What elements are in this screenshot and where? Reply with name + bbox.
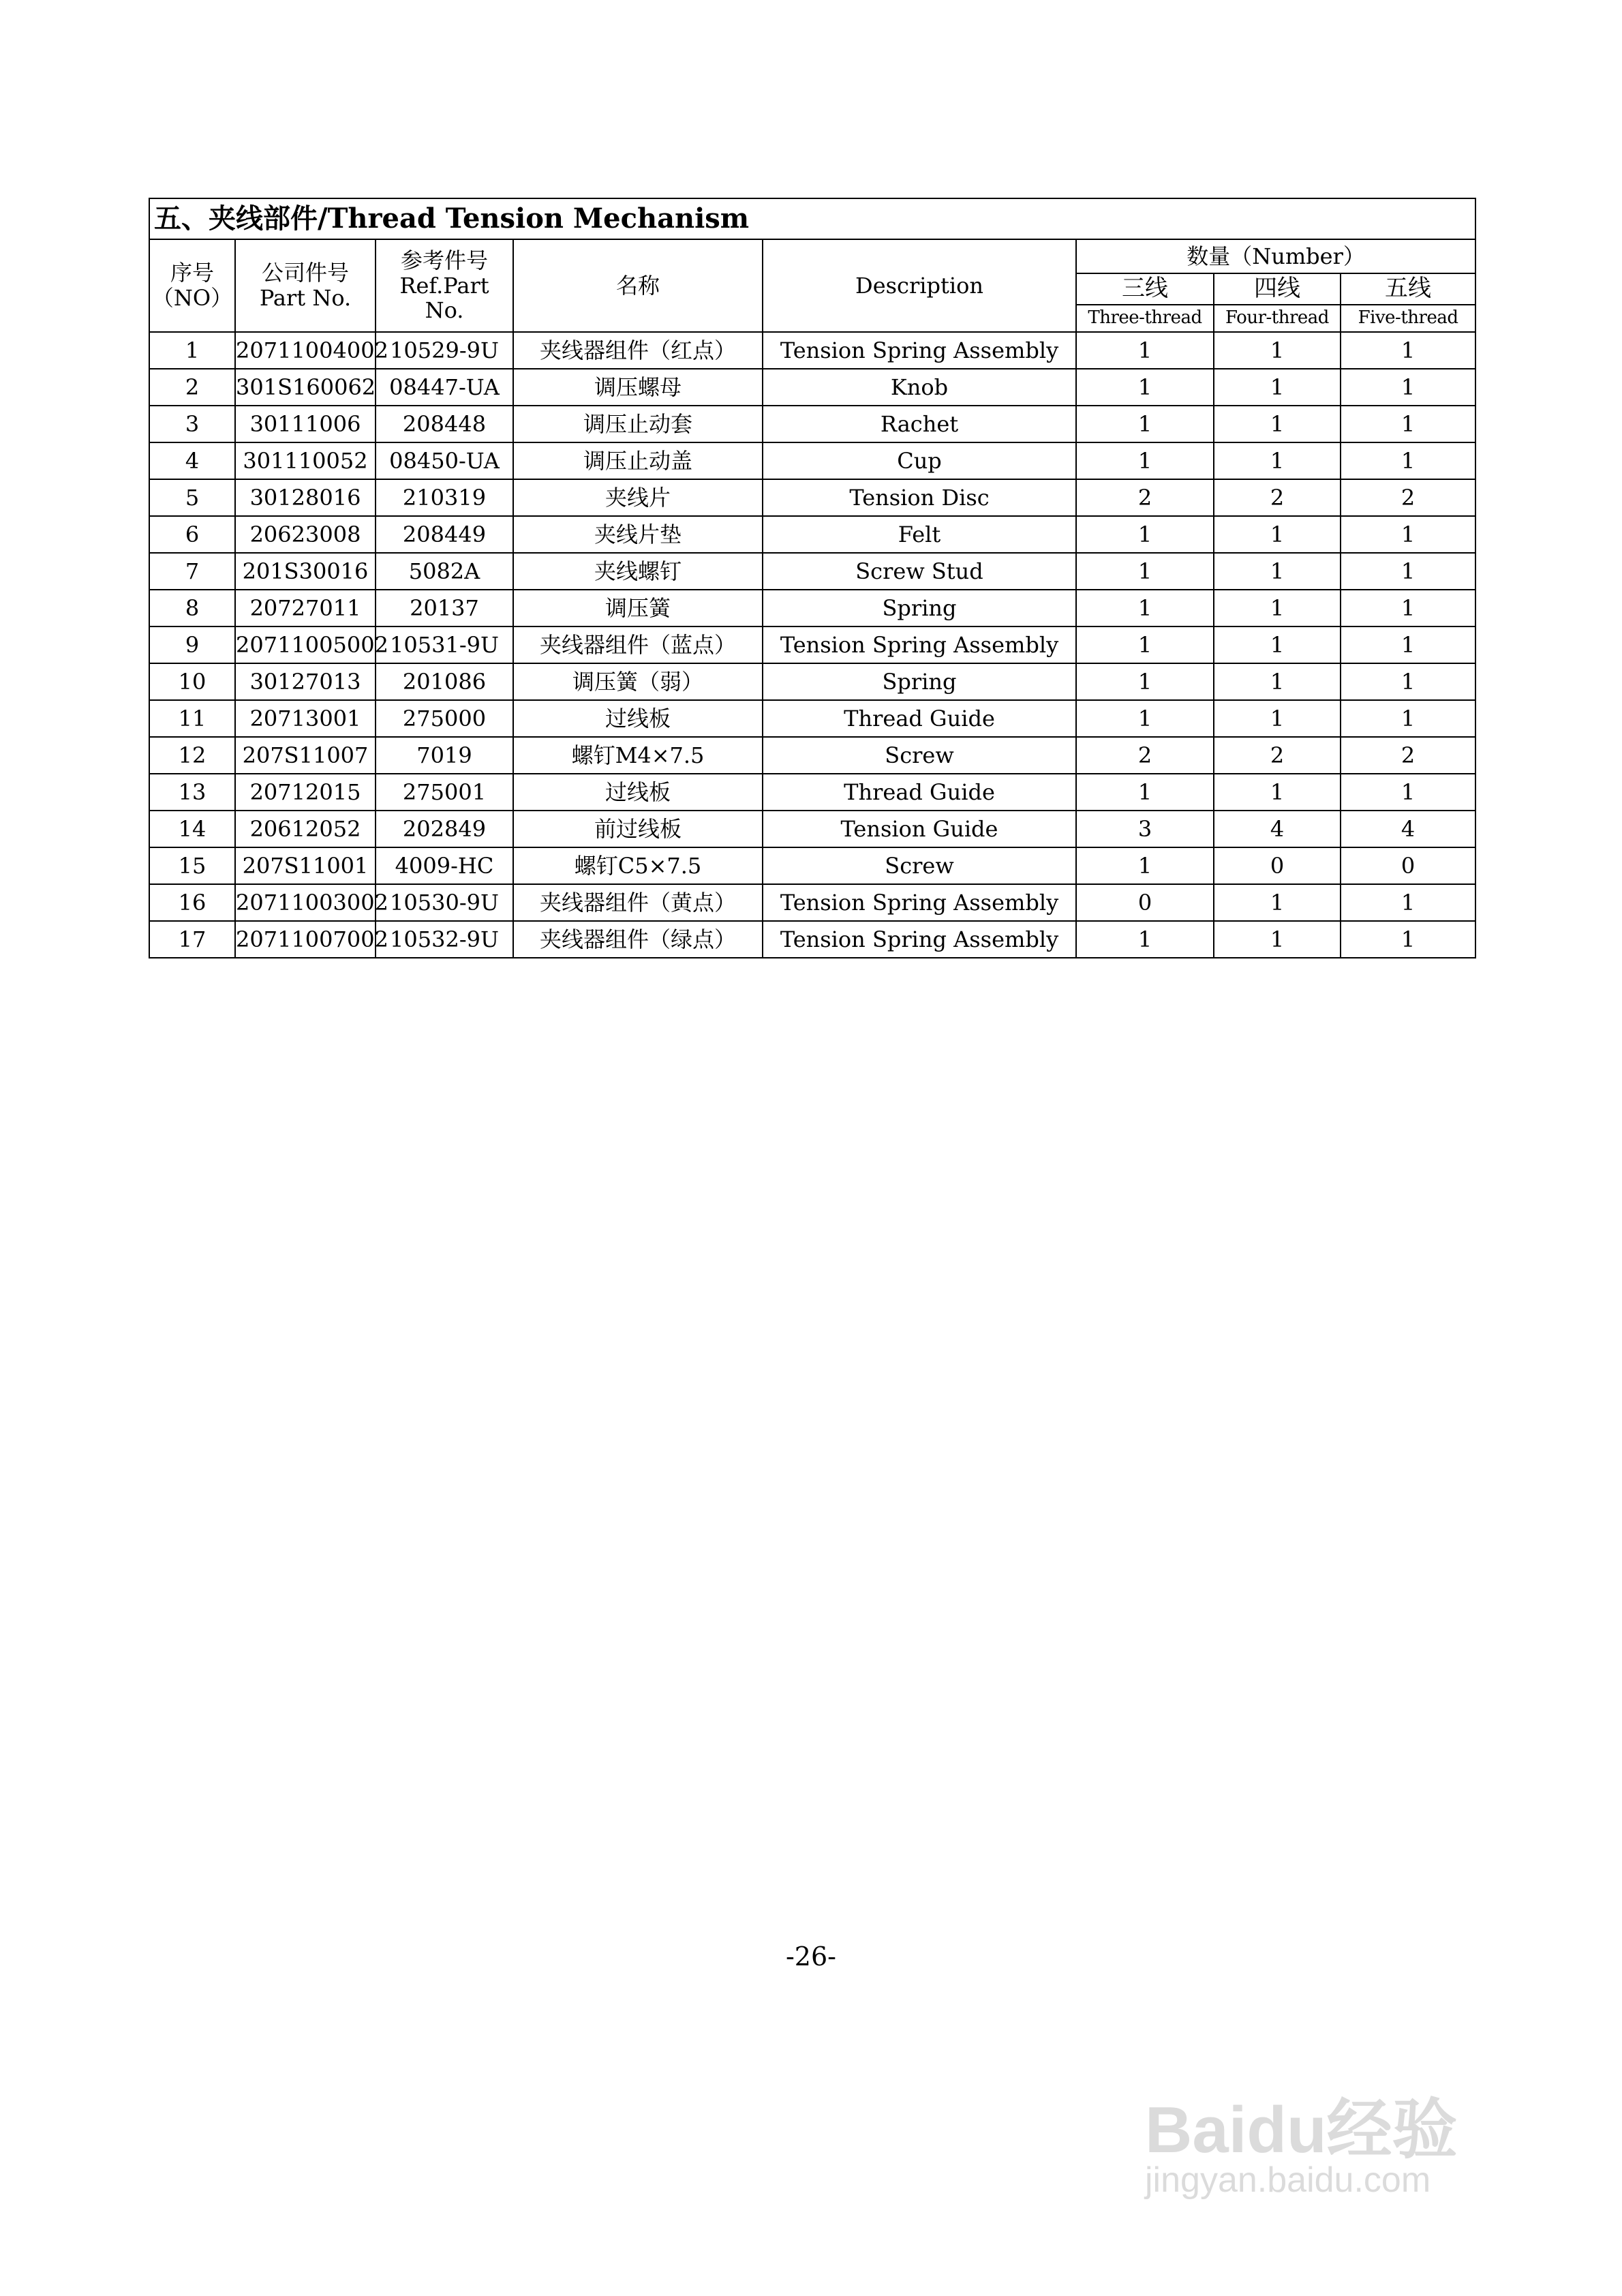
row-no: 2 [149, 369, 235, 406]
row-ref-part: 10531-9U [376, 626, 513, 663]
row-qty-five: 1 [1341, 884, 1475, 921]
row-qty-five: 1 [1341, 626, 1475, 663]
row-ref-part: 08450-UA [376, 442, 513, 479]
row-ref-part: 210319 [376, 479, 513, 516]
row-no: 16 [149, 884, 235, 921]
watermark-logo: Baidu经验 [1145, 2094, 1458, 2166]
table-row [149, 516, 1475, 553]
watermark [1145, 2078, 1527, 2214]
row-part-no: 20711007002 [235, 921, 376, 958]
row-qty-four: 1 [1214, 553, 1341, 590]
row-ref-part: 208449 [376, 516, 513, 553]
header-four: 四线 [1214, 273, 1341, 305]
row-name: 夹线螺钉 [513, 553, 763, 590]
page-number: -26- [785, 1942, 837, 1972]
row-ref-part: 275001 [376, 774, 513, 811]
row-no: 8 [149, 590, 235, 626]
row-name: 过线板 [513, 700, 763, 737]
row-qty-five: 2 [1341, 479, 1475, 516]
row-ref-part: 4009-HC [376, 847, 513, 884]
row-no: 12 [149, 737, 235, 774]
header-three-en: Three-thread [1076, 305, 1214, 332]
table-row [149, 737, 1475, 774]
table-row [149, 774, 1475, 811]
row-ref-part: 275000 [376, 700, 513, 737]
row-qty-three: 3 [1076, 811, 1214, 847]
row-ref-part: 201086 [376, 663, 513, 700]
row-part-no: 20711005002 [235, 626, 376, 663]
row-part-no: 201S30016 [235, 553, 376, 590]
row-name: 夹线器组件（黄点） [513, 884, 763, 921]
row-no: 4 [149, 442, 235, 479]
row-qty-four: 1 [1214, 884, 1341, 921]
row-part-no: 207S11007 [235, 737, 376, 774]
row-qty-five: 1 [1341, 442, 1475, 479]
row-ref-part: 20137 [376, 590, 513, 626]
header-seq [149, 239, 235, 332]
row-no: 5 [149, 479, 235, 516]
row-qty-three: 1 [1076, 442, 1214, 479]
row-description: Knob [763, 369, 1076, 406]
row-name: 调压簧（弱） [513, 663, 763, 700]
row-ref-part: 10530-9U [376, 884, 513, 921]
row-qty-three: 1 [1076, 516, 1214, 553]
header-seq-cn: 序号 [170, 260, 214, 286]
row-name: 夹线器组件（蓝点） [513, 626, 763, 663]
header-five-en: Five-thread [1341, 305, 1475, 332]
row-no: 9 [149, 626, 235, 663]
table-row [149, 884, 1475, 921]
row-no: 7 [149, 553, 235, 590]
table-row [149, 847, 1475, 884]
row-description: Tension Spring Assembly [763, 332, 1076, 369]
row-description: Felt [763, 516, 1076, 553]
row-description: Tension Spring Assembly [763, 884, 1076, 921]
row-qty-four: 1 [1214, 406, 1341, 442]
row-description: Spring [763, 663, 1076, 700]
table-row [149, 626, 1475, 663]
row-qty-three: 1 [1076, 332, 1214, 369]
row-ref-part: 5082A [376, 553, 513, 590]
row-description: Spring [763, 590, 1076, 626]
row-ref-part: 08447-UA [376, 369, 513, 406]
row-ref-part: 10529-9U [376, 332, 513, 369]
row-name: 螺钉C5×7.5 [513, 847, 763, 884]
row-description: Tension Disc [763, 479, 1076, 516]
row-qty-four: 1 [1214, 516, 1341, 553]
row-part-no: 207S11001 [235, 847, 376, 884]
row-qty-five: 1 [1341, 590, 1475, 626]
section-title: 五、夹线部件/Thread Tension Mechanism [149, 198, 1475, 239]
header-ref-part-en1: Ref.Part [399, 272, 489, 299]
row-description: Screw [763, 737, 1076, 774]
row-no: 17 [149, 921, 235, 958]
row-description: Tension Spring Assembly [763, 921, 1076, 958]
row-qty-four: 1 [1214, 700, 1341, 737]
row-qty-five: 1 [1341, 369, 1475, 406]
row-part-no: 20711003002 [235, 884, 376, 921]
row-qty-four: 1 [1214, 774, 1341, 811]
row-qty-five: 0 [1341, 847, 1475, 884]
row-description: Tension Spring Assembly [763, 626, 1076, 663]
row-no: 1 [149, 332, 235, 369]
row-name: 夹线片 [513, 479, 763, 516]
row-qty-four: 1 [1214, 626, 1341, 663]
row-no: 13 [149, 774, 235, 811]
row-qty-five: 1 [1341, 663, 1475, 700]
row-qty-three: 1 [1076, 369, 1214, 406]
table-row [149, 700, 1475, 737]
row-qty-five: 1 [1341, 516, 1475, 553]
header-company-part [235, 239, 376, 332]
row-part-no: 20623008 [235, 516, 376, 553]
row-qty-four: 1 [1214, 590, 1341, 626]
table-row [149, 406, 1475, 442]
row-name: 夹线器组件（红点） [513, 332, 763, 369]
row-part-no: 30111006 [235, 406, 376, 442]
row-part-no: 30128016 [235, 479, 376, 516]
row-name: 螺钉M4×7.5 [513, 737, 763, 774]
row-description: Screw Stud [763, 553, 1076, 590]
row-ref-part: 208448 [376, 406, 513, 442]
row-qty-three: 2 [1076, 479, 1214, 516]
row-qty-five: 1 [1341, 700, 1475, 737]
table-row [149, 369, 1475, 406]
row-description: Tension Guide [763, 811, 1076, 847]
row-name: 前过线板 [513, 811, 763, 847]
row-qty-four: 1 [1214, 369, 1341, 406]
row-part-no: 30127013 [235, 663, 376, 700]
row-description: Thread Guide [763, 700, 1076, 737]
row-description: Thread Guide [763, 774, 1076, 811]
header-name: 名称 [513, 239, 763, 332]
row-qty-five: 1 [1341, 774, 1475, 811]
row-name: 调压止动盖 [513, 442, 763, 479]
row-qty-three: 1 [1076, 847, 1214, 884]
row-part-no: 20711004002 [235, 332, 376, 369]
row-ref-part: 202849 [376, 811, 513, 847]
header-seq-en: （NO） [151, 285, 233, 311]
header-five: 五线 [1341, 273, 1475, 305]
table-row [149, 590, 1475, 626]
row-qty-three: 1 [1076, 700, 1214, 737]
row-ref-part: 10532-9U [376, 921, 513, 958]
row-qty-three: 1 [1076, 626, 1214, 663]
row-qty-four: 4 [1214, 811, 1341, 847]
row-part-no: 20712015 [235, 774, 376, 811]
row-no: 6 [149, 516, 235, 553]
row-qty-three: 1 [1076, 774, 1214, 811]
row-qty-three: 1 [1076, 553, 1214, 590]
header-company-part-en: Part No. [259, 285, 352, 311]
row-name: 调压止动套 [513, 406, 763, 442]
row-qty-four: 0 [1214, 847, 1341, 884]
table-row [149, 479, 1475, 516]
table-row [149, 811, 1475, 847]
header-quantity: 数量（Number） [1076, 239, 1475, 273]
header-ref-part [376, 239, 513, 332]
row-qty-five: 1 [1341, 921, 1475, 958]
row-qty-five: 2 [1341, 737, 1475, 774]
row-description: Screw [763, 847, 1076, 884]
row-description: Rachet [763, 406, 1076, 442]
row-qty-four: 1 [1214, 442, 1341, 479]
row-part-no: 20612052 [235, 811, 376, 847]
row-part-no: 301S160062 [235, 369, 376, 406]
row-qty-three: 1 [1076, 406, 1214, 442]
row-qty-three: 2 [1076, 737, 1214, 774]
row-description: Cup [763, 442, 1076, 479]
row-name: 夹线器组件（绿点） [513, 921, 763, 958]
row-qty-four: 1 [1214, 921, 1341, 958]
row-qty-three: 1 [1076, 921, 1214, 958]
row-no: 15 [149, 847, 235, 884]
table-row [149, 442, 1475, 479]
row-no: 14 [149, 811, 235, 847]
row-name: 过线板 [513, 774, 763, 811]
row-name: 夹线片垫 [513, 516, 763, 553]
row-qty-five: 1 [1341, 406, 1475, 442]
row-ref-part: 7019 [376, 737, 513, 774]
header-four-en: Four-thread [1214, 305, 1341, 332]
row-qty-four: 1 [1214, 663, 1341, 700]
row-qty-four: 2 [1214, 479, 1341, 516]
row-no: 10 [149, 663, 235, 700]
row-qty-four: 1 [1214, 332, 1341, 369]
row-no: 3 [149, 406, 235, 442]
header-three: 三线 [1076, 273, 1214, 305]
row-name: 调压簧 [513, 590, 763, 626]
row-qty-five: 4 [1341, 811, 1475, 847]
row-qty-four: 2 [1214, 737, 1341, 774]
row-part-no: 20713001 [235, 700, 376, 737]
header-description: Description [763, 239, 1076, 332]
header-ref-part-en2: No. [425, 297, 464, 324]
row-part-no: 20727011 [235, 590, 376, 626]
table-row [149, 663, 1475, 700]
watermark-site: jingyan.baidu.com [1145, 2160, 1431, 2200]
row-qty-three: 1 [1076, 590, 1214, 626]
row-qty-five: 1 [1341, 553, 1475, 590]
parts-table [149, 198, 1476, 958]
row-qty-three: 0 [1076, 884, 1214, 921]
header-ref-part-cn: 参考件号 [400, 247, 488, 273]
row-qty-three: 1 [1076, 663, 1214, 700]
row-no: 11 [149, 700, 235, 737]
table-row [149, 332, 1475, 369]
header-company-part-cn: 公司件号 [261, 260, 349, 286]
table-row [149, 921, 1475, 958]
row-qty-five: 1 [1341, 332, 1475, 369]
row-part-no: 301110052 [235, 442, 376, 479]
row-name: 调压螺母 [513, 369, 763, 406]
table-row [149, 553, 1475, 590]
